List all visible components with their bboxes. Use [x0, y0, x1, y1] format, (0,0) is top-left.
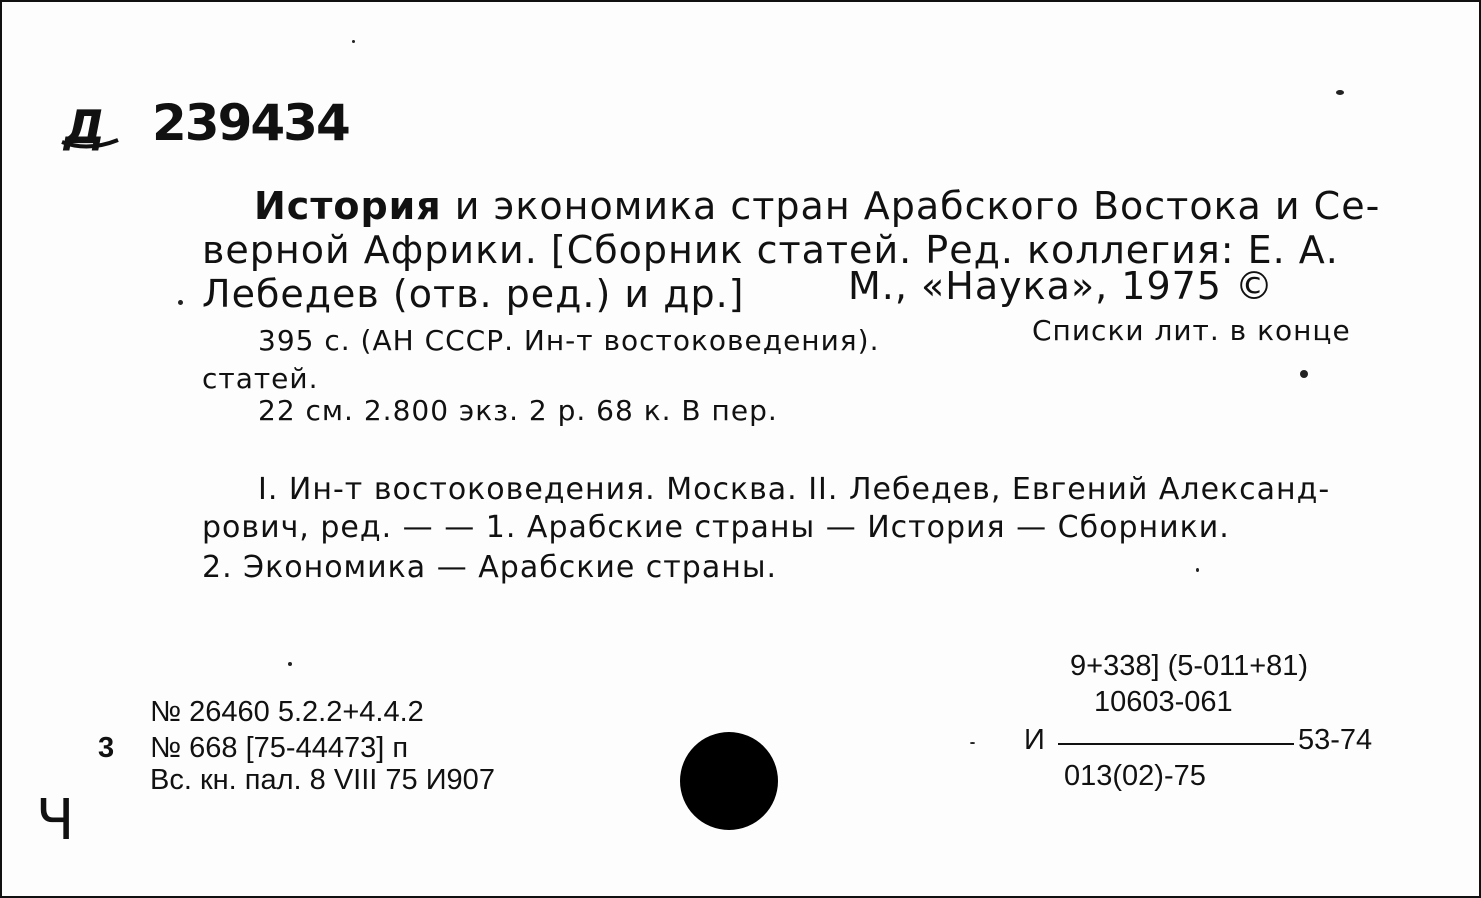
entry-line-1 [254, 184, 1380, 228]
speck [352, 40, 355, 43]
entry-line-4-right: Списки лит. в конце [1032, 314, 1351, 347]
speck [1300, 370, 1308, 378]
subjects-line-1: I. Ин-т востоковедения. Москва. II. Лебедев, Евгений Александ- [258, 472, 1331, 507]
classification-rule [1058, 743, 1294, 745]
speck [178, 300, 183, 305]
entry-line-2: верной Африки. [Сборник статей. Ред. коллегия: Е. А. [202, 228, 1339, 272]
classification-row-4: 013(02)-75 [1064, 760, 1206, 792]
speck [970, 742, 975, 744]
entry-title-word: История [254, 184, 442, 228]
classification-row-1: 9+338] (5-011+81) [1070, 650, 1309, 682]
entry-editors: Лебедев (отв. ред.) и др.] [202, 272, 745, 316]
entry-title-rest: и экономика стран Арабского Востока и Се- [454, 184, 1381, 228]
bottom-left-row-2-prefix: 3 [98, 732, 115, 764]
speck [288, 662, 292, 666]
entry-binding: В пер. [681, 394, 778, 427]
entry-line-5: статей. [202, 362, 319, 395]
bottom-left-row-2: № 668 [75-44473] п [150, 732, 409, 764]
entry-line-4: 395 с. (АН СССР. Ин-т востоковедения). [258, 324, 880, 357]
punch-dot [680, 732, 778, 830]
classification-row-3-left: И [1024, 724, 1045, 756]
entry-physical-description: 22 см. 2.800 экз. 2 р. 68 к. [258, 394, 672, 427]
speck [1196, 568, 1199, 572]
underline-swash-icon [58, 102, 148, 152]
bottom-left-row-3: Вс. кн. пал. 8 VIII 75 И907 [150, 764, 495, 796]
handwritten-mark: Д [64, 100, 105, 154]
classification-row-3-right: 53-74 [1298, 724, 1373, 756]
corner-handwritten-mark: Ч [36, 788, 75, 853]
entry-line-6 [258, 394, 778, 427]
subjects-line-3: 2. Экономика — Арабские страны. [202, 550, 778, 585]
entry-publisher: М., «Наука», 1975 © [848, 264, 1275, 308]
classification-row-2: 10603-061 [1094, 686, 1233, 718]
accession-number: 239434 [152, 94, 349, 152]
bottom-left-row-1: № 26460 5.2.2+4.4.2 [150, 696, 424, 728]
speck [1336, 90, 1344, 95]
subjects-line-2: рович, ред. — — 1. Арабские страны — История — Сборники. [202, 510, 1230, 545]
entry-line-3 [202, 272, 745, 316]
